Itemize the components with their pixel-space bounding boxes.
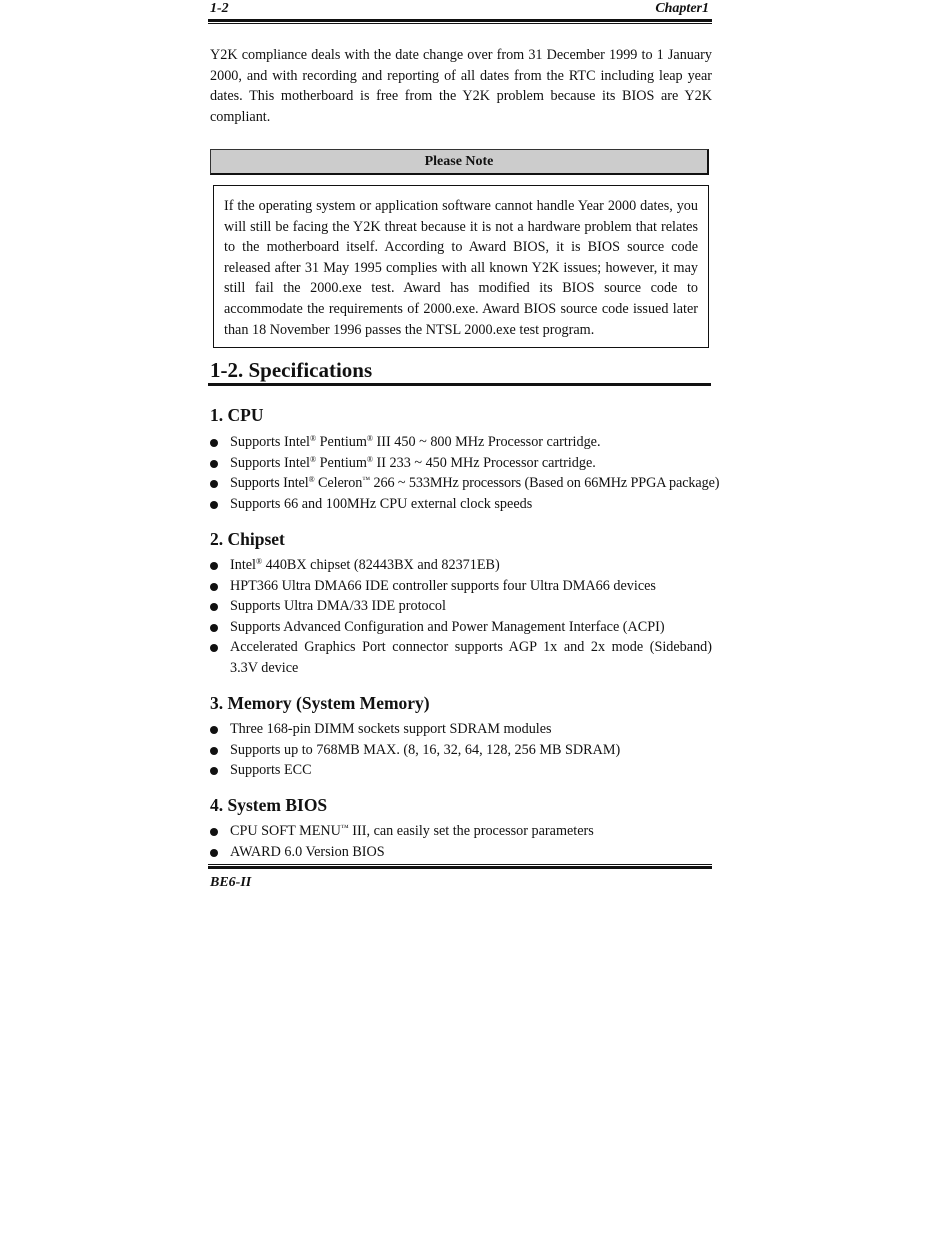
section-title: 1-2. Specifications — [210, 358, 373, 382]
list-item: Supports Intel® Pentium® II 233 ~ 450 MHz Processor cartridge. — [210, 453, 712, 474]
bullet-icon — [210, 480, 218, 488]
note-title: Please Note — [210, 149, 709, 175]
bios-heading: 4. System BIOS — [210, 795, 328, 815]
note-body: If the operating system or application software cannot handle Year 2000 dates, you will still be facing the Y2K threat because it is not a hardware problem that relates to the motherboard itself. According to Award BIOS, it is BIOS source code released after 31 May 1995 complies with all known Y2K issues; however, it may still fail the 2000.exe test. Award has modified its BIOS source code to accommodate the requirements of 2000.exe. Award BIOS source code issued later than 18 November 1996 passes the NTSL 2000.exe test program. — [213, 185, 709, 348]
bullet-icon — [210, 747, 218, 755]
bullet-icon — [210, 767, 218, 775]
page-header — [210, 0, 712, 18]
list-item: AWARD 6.0 Version BIOS — [210, 842, 712, 863]
list-item: Supports Intel® Pentium® III 450 ~ 800 MHz Processor cartridge. — [210, 432, 712, 453]
bullet-icon — [210, 583, 218, 591]
footer-rule — [208, 864, 712, 869]
chipset-list — [210, 555, 712, 679]
section-rule — [208, 383, 711, 386]
bios-list — [210, 821, 712, 862]
list-item: HPT366 Ultra DMA66 IDE controller supports four Ultra DMA66 devices — [210, 576, 712, 597]
page-number: 1-2 — [210, 1, 229, 16]
cpu-heading: 1. CPU — [210, 405, 264, 425]
list-item: Supports ECC — [210, 760, 712, 781]
list-item: Three 168-pin DIMM sockets support SDRAM modules — [210, 719, 712, 740]
list-item: Accelerated Graphics Port connector supports AGP 1x and 2x mode (Sideband) 3.3V device — [210, 637, 712, 678]
list-item: Supports Ultra DMA/33 IDE protocol — [210, 596, 712, 617]
memory-list — [210, 719, 712, 781]
bullet-icon — [210, 562, 218, 570]
bullet-icon — [210, 726, 218, 734]
header-rule — [208, 19, 712, 24]
manual-page — [210, 0, 720, 890]
bullet-icon — [210, 849, 218, 857]
list-item: Intel® 440BX chipset (82443BX and 82371EB) — [210, 555, 712, 576]
list-item: Supports Advanced Configuration and Power Management Interface (ACPI) — [210, 617, 712, 638]
bullet-icon — [210, 460, 218, 468]
cpu-list — [210, 432, 720, 514]
bullet-icon — [210, 501, 218, 509]
chipset-heading: 2. Chipset — [210, 529, 285, 549]
chapter-label: Chapter1 — [655, 1, 709, 16]
bullet-icon — [210, 828, 218, 836]
bullet-icon — [210, 624, 218, 632]
list-item: Supports up to 768MB MAX. (8, 16, 32, 64, 128, 256 MB SDRAM) — [210, 740, 712, 761]
bullet-icon — [210, 603, 218, 611]
bullet-icon — [210, 439, 218, 447]
footer-model: BE6-II — [210, 875, 252, 890]
memory-heading: 3. Memory (System Memory) — [210, 693, 430, 713]
y2k-intro-paragraph: Y2K compliance deals with the date change over from 31 December 1999 to 1 January 2000, and with recording and reporting of all dates from the RTC including leap year dates. This motherboard is free from the Y2K problem because its BIOS are Y2K compliant. — [210, 47, 712, 125]
list-item: Supports 66 and 100MHz CPU external clock speeds — [210, 494, 712, 515]
list-item: Supports Intel® Celeron™ 266 ~ 533MHz processors (Based on 66MHz PPGA package) — [210, 473, 712, 494]
bullet-icon — [210, 644, 218, 652]
list-item: CPU SOFT MENU™ III, can easily set the processor parameters — [210, 821, 712, 842]
